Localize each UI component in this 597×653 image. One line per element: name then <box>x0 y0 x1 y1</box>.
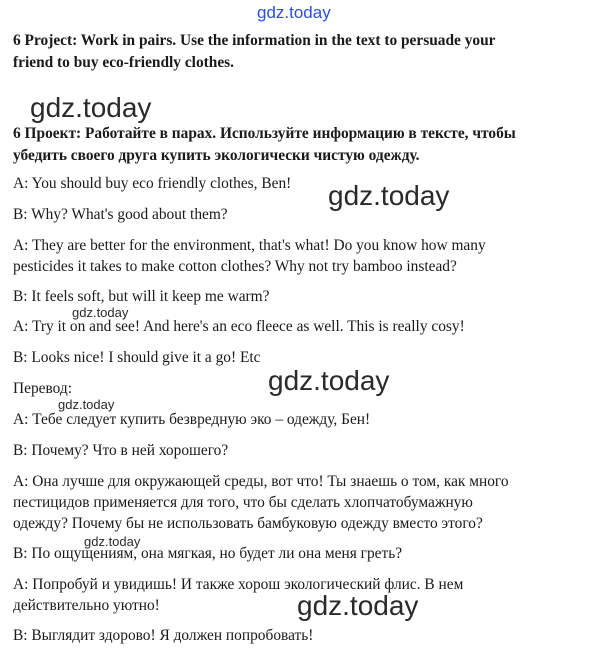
dialogue-line: A: They are better for the environment, that's what! Do you know how many <box>13 237 486 254</box>
watermark: gdz.today <box>72 305 129 320</box>
watermark-top: gdz.today <box>257 3 331 22</box>
dialogue-line: А: Тебе следует купить безвредную эко – одежду, Бен! <box>13 411 371 428</box>
dialogue-line: В: Почему? Что в ней хорошего? <box>13 442 229 459</box>
dialogue-line: А: Попробуй и увидишь! И также хорош экологический флис. В нем <box>13 576 464 593</box>
watermark: gdz.today <box>268 365 390 396</box>
dialogue-line: B: Looks nice! I should give it a go! Etc <box>13 349 261 366</box>
dialogue-line: B: It feels soft, but will it keep me warm? <box>13 288 270 305</box>
translation-label: Перевод: <box>13 380 72 397</box>
dialogue-line: A: Try it on and see! And here's an eco fleece as well. This is really cosy! <box>13 318 465 335</box>
dialogue-line: В: По ощущениям, она мягкая, но будет ли она меня греть? <box>13 545 403 562</box>
dialogue-line: pesticides it takes to make cotton clothes? Why not try bamboo instead? <box>13 258 457 275</box>
watermark: gdz.today <box>84 534 141 549</box>
task-heading-ru: убедить своего друга купить экологически чистую одежду. <box>13 147 420 164</box>
watermark: gdz.today <box>58 397 115 412</box>
dialogue-line: одежду? Почему бы не использовать бамбуковую одежду вместо этого? <box>13 515 483 532</box>
dialogue-line: В: Выглядит здорово! Я должен попробовать! <box>13 627 314 644</box>
dialogue-line: A: You should buy eco friendly clothes, Ben! <box>13 175 292 192</box>
task-heading-en: friend to buy eco-friendly clothes. <box>13 54 234 71</box>
task-heading-en: 6 Project: Work in pairs. Use the information in the text to persuade your <box>13 32 496 49</box>
dialogue-line: B: Why? What's good about them? <box>13 206 228 223</box>
dialogue-line: пестицидов применяется для того, что бы сделать хлопчатобумажную <box>13 494 473 511</box>
watermark: gdz.today <box>30 92 152 123</box>
dialogue-line: А: Она лучше для окружающей среды, вот что! Ты знаешь о том, как много <box>13 473 509 490</box>
watermark: gdz.today <box>328 180 450 211</box>
dialogue-line: действительно уютно! <box>13 597 160 614</box>
task-heading-ru: 6 Проект: Работайте в парах. Используйте информацию в тексте, чтобы <box>13 125 516 142</box>
watermark: gdz.today <box>297 590 419 621</box>
